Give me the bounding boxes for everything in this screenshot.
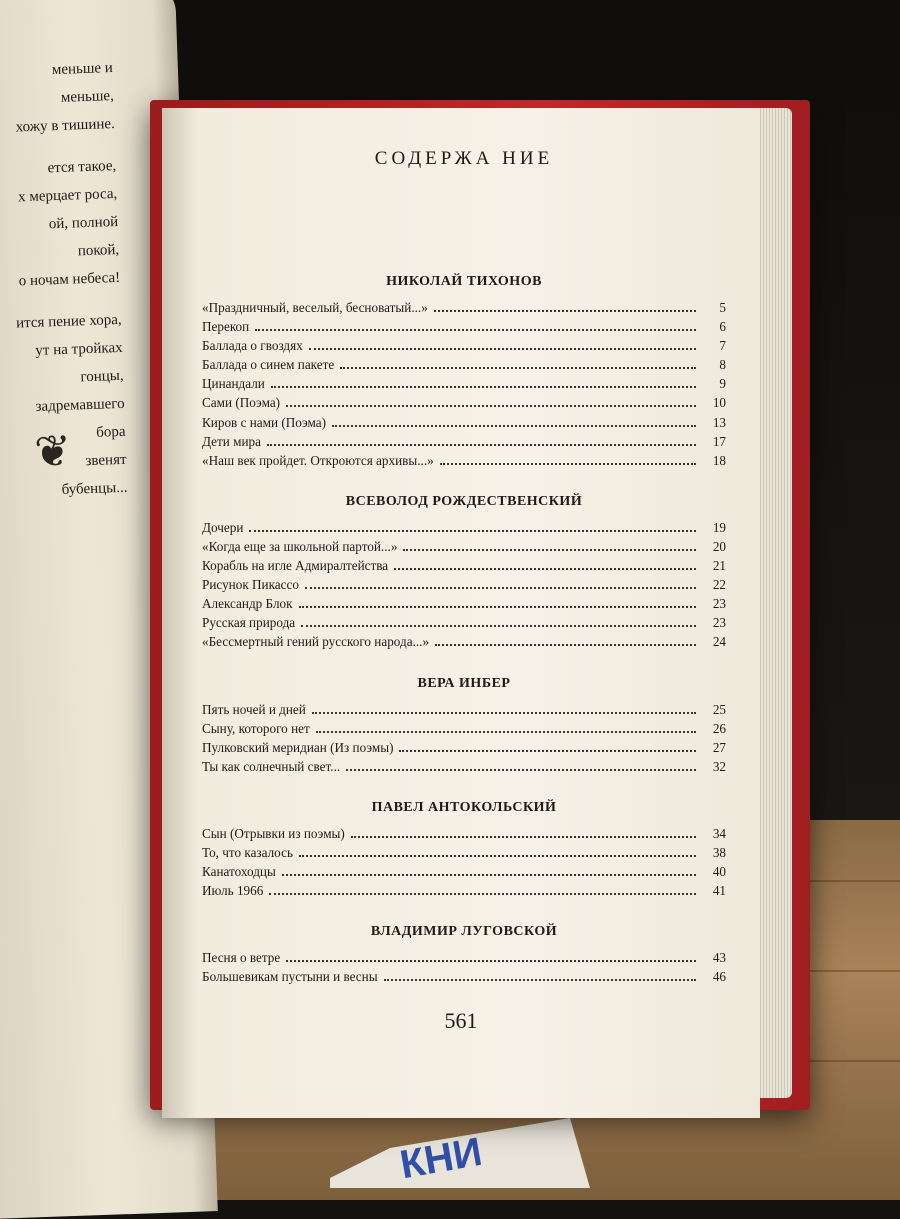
table-of-contents [202,148,726,988]
contents-entry [202,434,726,453]
contents-entry [202,520,726,539]
dot-leader [312,711,696,714]
entry-page: 34 [712,825,726,841]
dot-leader [434,309,696,312]
contents-entry [202,634,726,653]
entry-page: 8 [719,357,726,373]
contents-entry [202,596,726,615]
entry-page: 40 [712,864,726,880]
entry-page: 13 [712,414,726,430]
dot-leader [271,385,696,388]
dot-leader [299,605,696,608]
contents-entry [202,721,726,740]
dot-leader [269,892,696,895]
contents-entry [202,300,726,319]
dot-leader [332,424,696,427]
contents-entry [202,415,726,434]
dot-leader [340,366,696,369]
entry-page: 9 [719,376,726,392]
entry-title: Сын (Отрывки из поэмы) [202,825,345,841]
entry-page: 24 [712,634,726,650]
contents-entry [202,319,726,338]
entry-title: Канатоходцы [202,864,276,880]
author-heading: НИКОЛАЙ ТИХОНОВ [386,274,542,289]
dot-leader [286,959,696,962]
contents-entry [202,338,726,357]
contents-sections [202,274,726,988]
dot-leader [316,730,696,733]
dot-leader [299,854,696,857]
entry-title: Баллада о гвоздях [202,338,303,354]
author-heading: ПАВЕЛ АНТОКОЛЬСКИЙ [371,799,557,815]
entry-title: Пулковский меридиан (Из поэмы) [202,739,394,755]
contents-entry [202,357,726,376]
entry-page: 26 [712,720,726,736]
entry-page: 5 [719,300,726,315]
page-number: 561 [444,1008,478,1033]
entry-page: 17 [712,433,726,449]
dot-leader [301,624,696,627]
entry-page: 32 [712,758,726,774]
dot-leader [435,643,696,646]
entry-title: «Праздничный, веселый, бесноватый...» [202,300,428,315]
poem-line: о ночам небеса! [18,269,121,290]
entry-title: Большевикам пустыни и весны [202,969,378,985]
entry-page: 21 [712,558,726,574]
entry-title: Цинандали [202,376,265,392]
entry-page: 7 [719,338,726,354]
contents-entry [202,539,726,558]
contents-entry [202,615,726,634]
entry-page: 43 [712,950,726,966]
poem-line: х мерцает роса, [17,185,118,206]
contents-entry [202,883,726,902]
dot-leader [309,347,696,350]
dot-leader [286,404,696,407]
dot-leader [305,586,696,589]
dot-leader [351,835,696,838]
entry-title: «Наш век пройдет. Откроются архивы...» [202,452,434,468]
entry-title: «Бессмертный гений русского народа...» [202,634,430,650]
dot-leader [267,443,696,446]
contents-entry [202,950,726,969]
contents-page [162,108,760,1118]
dot-leader [403,548,696,551]
contents-entry [202,969,726,988]
author-heading: ВСЕВОЛОД РОЖДЕСТВЕНСКИЙ [345,493,583,509]
contents-entry [202,826,726,845]
entry-title: Корабль на игле Адмиралтейства [202,558,389,574]
dot-leader [346,768,696,771]
entry-page: 46 [712,969,726,985]
entry-title: Перекоп [202,319,250,335]
entry-page: 27 [712,739,726,755]
entry-title: Русская природа [202,615,296,631]
dot-leader [384,978,696,981]
entry-title: Ты как солнечный свет... [202,758,341,774]
entry-page: 19 [712,519,726,535]
poem-line: ой, полной покой, [48,213,120,260]
entry-page: 23 [712,596,726,612]
blue-sticker [330,1108,590,1188]
contents-entry [202,845,726,864]
entry-page: 38 [712,844,726,860]
entry-title: Песня о ветре [202,950,281,966]
entry-title: Сами (Поэма) [202,395,281,411]
dot-leader [282,873,696,876]
entry-title: «Когда еще за школьной партой...» [202,538,398,554]
poem-line: звенят бубенцы... [61,451,128,499]
entry-page: 22 [712,577,726,593]
poem-line: хожу в тишине. [15,115,116,136]
contents-entry [202,740,726,759]
entry-title: То, что казалось [202,844,293,860]
author-heading: ВЛАДИМИР ЛУГОВСКОЙ [370,924,558,940]
contents-entry [202,558,726,577]
entry-title: Дочери [202,519,244,535]
entry-title: Александр Блок [202,596,293,612]
entry-title: Дети мира [202,433,261,449]
poem-line: ут на тройках гонцы, [35,339,124,386]
entry-title: Пять ночей и дней [202,701,306,717]
entry-title: Июль 1966 [202,883,264,899]
dot-leader [394,567,696,570]
entry-page: 6 [719,319,726,335]
ornament-icon: ❦ [33,426,72,477]
author-heading: ВЕРА ИНБЕР [417,675,511,691]
dot-leader [249,529,696,532]
contents-entry [202,864,726,883]
contents-entry [202,577,726,596]
entry-page: 23 [712,615,726,631]
entry-title: Киров с нами (Поэма) [202,414,327,430]
dot-leader [440,462,696,465]
contents-entry [202,376,726,395]
poem-line: задремавшего бора [35,395,126,441]
contents-entry [202,453,726,472]
entry-page: 25 [712,701,726,717]
contents-entry [202,395,726,414]
sticker-text: КНИ [396,1129,486,1188]
poem-line: меньше и меньше, [51,60,115,106]
poem-line: ится пение хора, [15,311,122,332]
dot-leader [399,749,696,752]
entry-title: Баллада о синем пакете [202,357,335,373]
poem-line: ется такое, [47,157,117,177]
entry-page: 20 [712,538,726,554]
entry-title: Сыну, которого нет [202,720,310,736]
contents-title: СОДЕРЖА НИЕ [374,148,554,169]
contents-entry [202,702,726,721]
entry-title: Рисунок Пикассо [202,577,299,593]
entry-page: 10 [712,395,726,411]
entry-page: 18 [712,452,726,468]
contents-entry [202,759,726,778]
dot-leader [255,328,696,331]
entry-page: 41 [712,883,726,899]
